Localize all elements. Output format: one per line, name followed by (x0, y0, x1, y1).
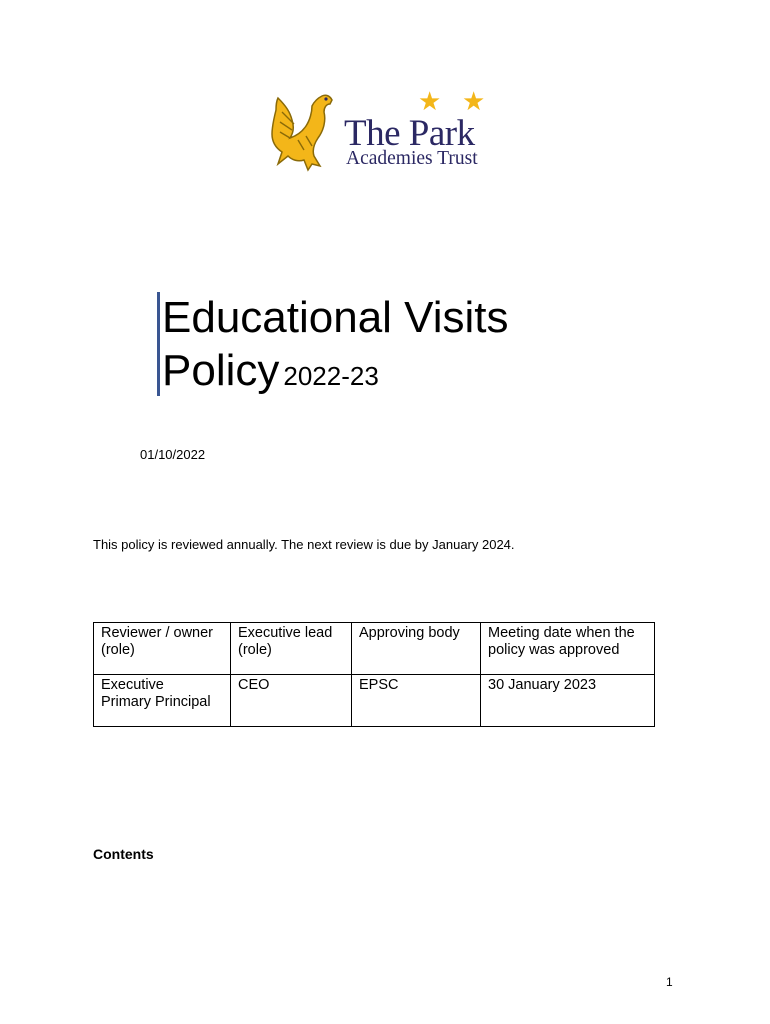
cell-meeting-date: 30 January 2023 (481, 675, 655, 727)
header-cell-reviewer: Reviewer / owner (role) (94, 623, 231, 675)
contents-heading: Contents (93, 846, 154, 862)
document-title-year: 2022-23 (283, 361, 379, 391)
header-cell-executive-lead: Executive lead (role) (231, 623, 352, 675)
document-date: 01/10/2022 (140, 447, 206, 462)
logo-name: The Park (344, 113, 475, 154)
review-note: This policy is reviewed annually. The next review is due by January 2024. (93, 537, 515, 552)
table-header-row (94, 623, 655, 675)
eagle-emblem-icon (268, 86, 338, 172)
page-number: 1 (666, 975, 673, 989)
cell-executive-lead: CEO (231, 675, 352, 727)
cell-approving-body: EPSC (352, 675, 481, 727)
approval-table (93, 622, 655, 727)
logo-subtitle: Academies Trust (346, 148, 478, 169)
star-icon: ★ (462, 86, 486, 116)
document-title-line1: Educational Visits (162, 293, 509, 342)
title-accent-bar (157, 292, 160, 396)
star-icon: ★ (418, 86, 442, 116)
table-row (94, 675, 655, 727)
trust-logo (268, 86, 508, 176)
cell-reviewer: Executive Primary Principal (94, 675, 231, 727)
header-cell-meeting-date: Meeting date when the policy was approved (481, 623, 655, 675)
document-title-line2 (162, 345, 379, 407)
header-cell-approving-body: Approving body (352, 623, 481, 675)
document-title-policy: Policy (162, 346, 280, 395)
